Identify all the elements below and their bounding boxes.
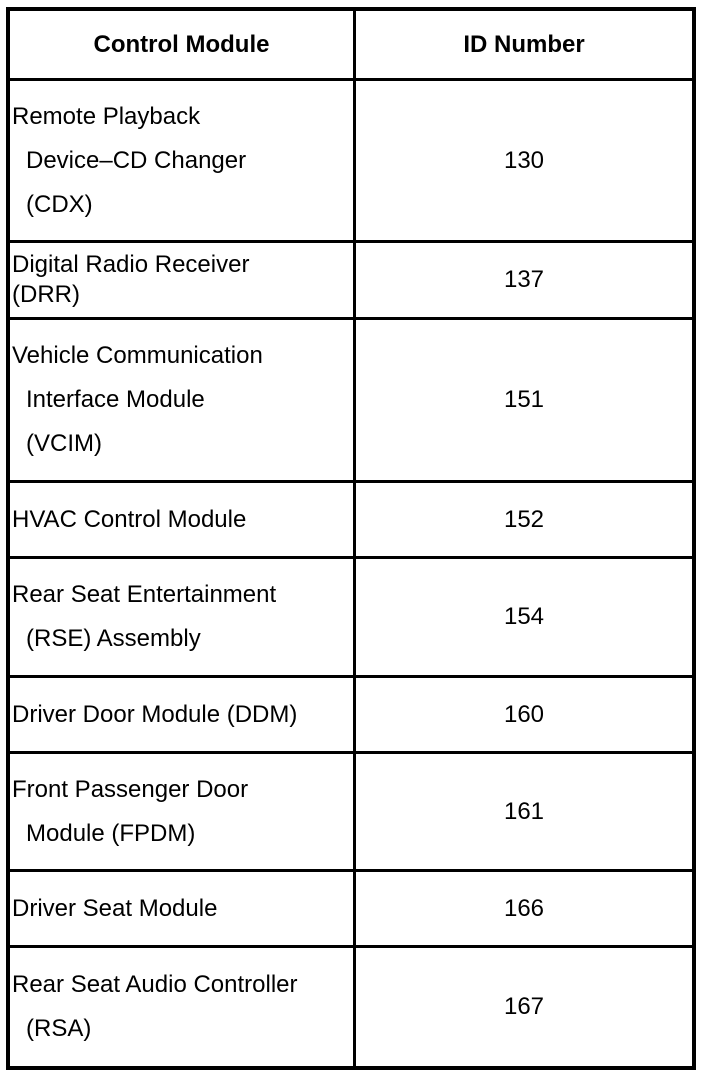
id-cell <box>356 243 692 317</box>
table-row <box>10 559 692 678</box>
module-name-line: HVAC Control Module <box>12 505 247 533</box>
table-row <box>10 754 692 872</box>
module-name-line: Rear Seat Audio Controller <box>12 971 298 998</box>
module-name-line: Module (FPDM) <box>26 819 196 847</box>
module-name-line: Remote Playback <box>12 102 201 130</box>
module-name-line: (VCIM) <box>26 430 102 457</box>
header-id-number-label: ID Number <box>463 30 585 58</box>
module-cell <box>10 872 353 945</box>
module-name-line: (CDX) <box>26 190 93 218</box>
module-name-line: Interface Module <box>26 386 205 413</box>
header-control-module-label: Control Module <box>93 30 270 58</box>
id-number: 151 <box>503 386 545 413</box>
module-name-line: Rear Seat Entertainment <box>12 581 277 608</box>
id-cell <box>356 678 692 751</box>
id-cell <box>356 754 692 869</box>
control-module-table <box>6 7 696 1070</box>
id-cell <box>356 948 692 1066</box>
module-cell <box>10 320 353 480</box>
id-cell <box>356 320 692 480</box>
id-cell <box>356 483 692 556</box>
module-name-line: Digital Radio Receiver <box>12 251 250 278</box>
module-name-line: Driver Seat Module <box>12 894 218 922</box>
id-number: 160 <box>503 700 545 728</box>
module-name-line: Driver Door Module (DDM) <box>12 700 298 728</box>
id-cell <box>356 81 692 240</box>
id-number: 152 <box>503 505 545 533</box>
id-number: 154 <box>503 603 545 630</box>
module-cell <box>10 678 353 751</box>
table-row <box>10 243 692 320</box>
id-cell <box>356 559 692 675</box>
module-cell <box>10 483 353 556</box>
header-control-module <box>10 11 353 78</box>
module-name-line: (RSE) Assembly <box>26 625 201 652</box>
module-cell <box>10 948 353 1066</box>
id-number: 130 <box>503 146 545 174</box>
id-number: 166 <box>503 894 545 922</box>
table-row <box>10 678 692 754</box>
module-cell <box>10 243 353 317</box>
table-row <box>10 948 692 1066</box>
module-cell <box>10 754 353 869</box>
module-name-line: (DRR) <box>12 281 80 308</box>
id-number: 137 <box>503 266 545 293</box>
module-name-line: (RSA) <box>26 1015 92 1042</box>
module-cell <box>10 81 353 240</box>
module-name-line: Vehicle Communication <box>12 342 263 369</box>
table-row <box>10 320 692 483</box>
header-id-number <box>356 11 692 78</box>
module-cell <box>10 559 353 675</box>
table-row <box>10 872 692 948</box>
table-header-row <box>10 11 692 81</box>
table-row <box>10 483 692 559</box>
id-number: 161 <box>503 797 545 825</box>
id-number: 167 <box>503 993 545 1020</box>
id-cell <box>356 872 692 945</box>
module-name-line: Front Passenger Door <box>12 775 249 803</box>
table-row <box>10 81 692 243</box>
module-name-line: Device–CD Changer <box>26 146 247 174</box>
